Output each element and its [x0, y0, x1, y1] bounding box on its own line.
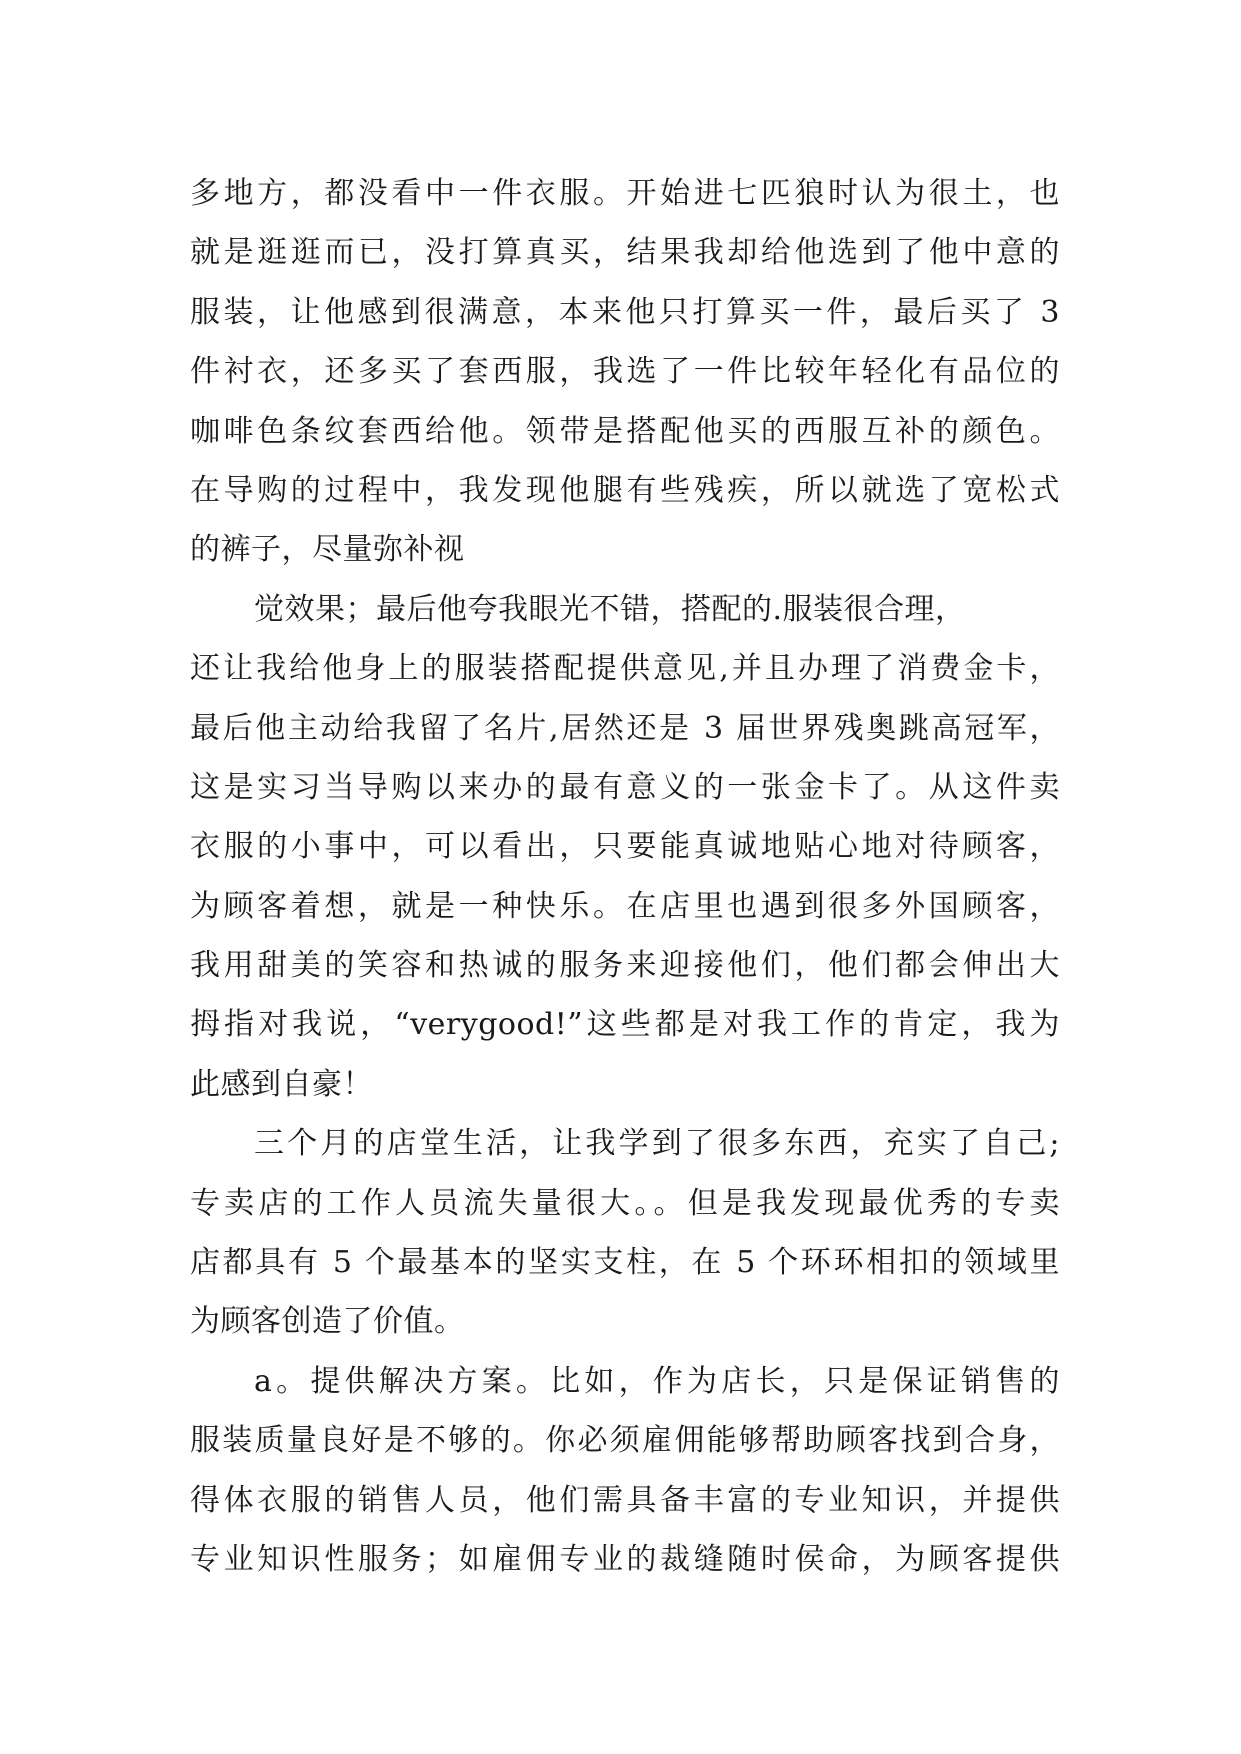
- text-line: 得体衣服的销售人员，他们需具备丰富的专业知识，并提供: [190, 1482, 1060, 1518]
- text-line: 多地方，都没看中一件衣服。开始进七匹狼时认为很土，也: [190, 176, 1060, 211]
- text-line: 在导购的过程中，我发现他腿有些残疾，所以就选了宽松式: [190, 472, 1060, 508]
- document-body: [190, 164, 1060, 1589]
- text-line: 件衬衣，还多买了套西服，我选了一件比较年轻化有品位的: [190, 354, 1060, 390]
- text-line: 三个月的店堂生活，让我学到了很多东西，充实了自己;: [254, 1126, 1060, 1162]
- text-line: 最后他主动给我留了名片,居然还是 3 届世界残奥跳高冠军，: [190, 710, 1060, 746]
- text-line: 觉效果；最后他夸我眼光不错，搭配的.服装很合理，: [254, 591, 966, 627]
- text-line: 的裤子，尽量弥补视: [190, 532, 465, 568]
- text-line: a。提供解决方案。比如，作为店长，只是保证销售的: [254, 1363, 1060, 1399]
- text-line: 就是逛逛而已，没打算真买，结果我却给他选到了他中意的: [190, 235, 1060, 271]
- text-line: 还让我给他身上的服装搭配提供意见,并且办理了消费金卡，: [190, 651, 1060, 687]
- text-line: 此感到自豪！: [190, 1066, 373, 1102]
- text-line: 专卖店的工作人员流失量很大。。但是我发现最优秀的专卖: [190, 1185, 1060, 1221]
- text-line: 我用甜美的笑容和热诚的服务来迎接他们，他们都会伸出大: [190, 948, 1060, 984]
- text-line: 拇指对我说，“verygood!”这些都是对我工作的肯定，我为: [190, 1007, 1060, 1043]
- text-line: 服装，让他感到很满意，本来他只打算买一件，最后买了 3: [190, 294, 1060, 330]
- text-line: 为顾客着想，就是一种快乐。在店里也遇到很多外国顾客，: [190, 888, 1060, 924]
- text-line: 这是实习当导购以来办的最有意义的一张金卡了。从这件卖: [190, 769, 1060, 805]
- text-line: 咖啡色条纹套西给他。领带是搭配他买的西服互补的颜色。: [190, 413, 1060, 449]
- text-line: 为顾客创造了价值。: [190, 1304, 465, 1340]
- text-line: 衣服的小事中，可以看出，只要能真诚地贴心地对待顾客，: [190, 829, 1060, 865]
- text-line: 店都具有 5 个最基本的坚实支柱，在 5 个环环相扣的领域里: [190, 1245, 1060, 1281]
- text-line: 服装质量良好是不够的。你必须雇佣能够帮助顾客找到合身，: [190, 1423, 1060, 1459]
- text-line: 专业知识性服务；如雇佣专业的裁缝随时侯命，为顾客提供: [190, 1541, 1060, 1577]
